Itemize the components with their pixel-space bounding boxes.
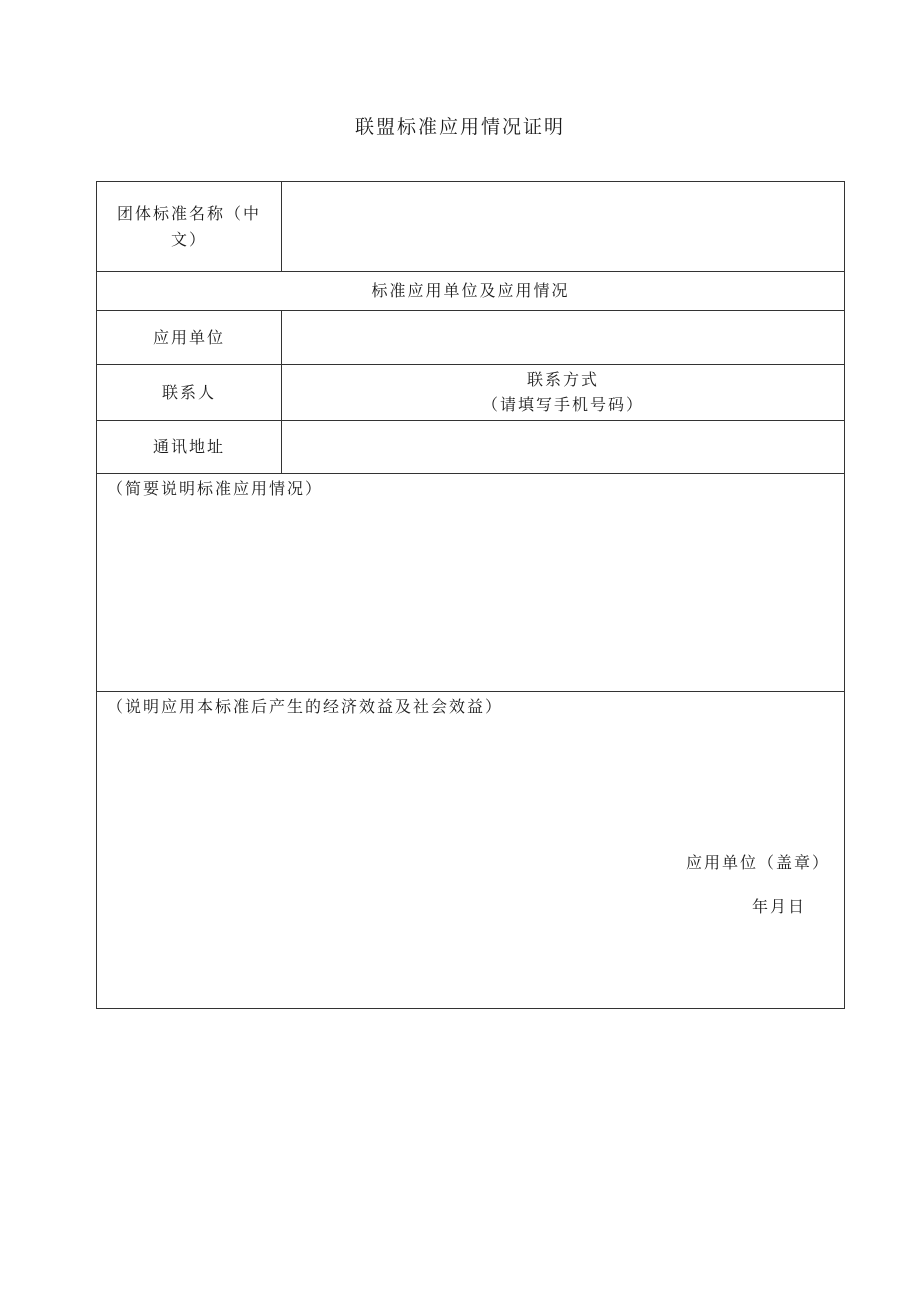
contact-method-field[interactable] (282, 365, 845, 421)
page-title: 联盟标准应用情况证明 (354, 116, 565, 138)
contact-row (97, 365, 845, 421)
section-header-row (97, 272, 845, 311)
standard-name-label: 团体标准名称（中文） (116, 203, 261, 249)
application-desc-row (97, 474, 845, 692)
contact-person-label: 联系人 (97, 365, 282, 421)
address-label: 通讯地址 (97, 421, 282, 474)
address-row (97, 421, 845, 474)
address-field[interactable] (282, 421, 845, 474)
benefit-desc-hint: （说明应用本标准后产生的经济效益及社会效益） (107, 697, 504, 716)
section-header: 标准应用单位及应用情况 (97, 272, 845, 311)
standard-name-row (97, 182, 845, 272)
standard-name-field[interactable] (282, 182, 845, 272)
benefit-desc-field[interactable] (97, 692, 845, 1009)
application-desc-field[interactable] (97, 474, 845, 692)
date-label: 年月日 (751, 897, 806, 916)
contact-method-hint: （请填写手机号码） (481, 395, 644, 414)
benefit-desc-row (97, 692, 845, 1009)
unit-field[interactable] (282, 311, 845, 365)
certificate-form-table (96, 181, 845, 1009)
seal-label: 应用单位（盖章） (685, 853, 830, 872)
unit-label: 应用单位 (97, 311, 282, 365)
standard-name-label-cell (97, 182, 282, 272)
unit-row (97, 311, 845, 365)
contact-method-label: 联系方式 (526, 370, 599, 389)
application-desc-hint: （简要说明标准应用情况） (107, 479, 324, 498)
